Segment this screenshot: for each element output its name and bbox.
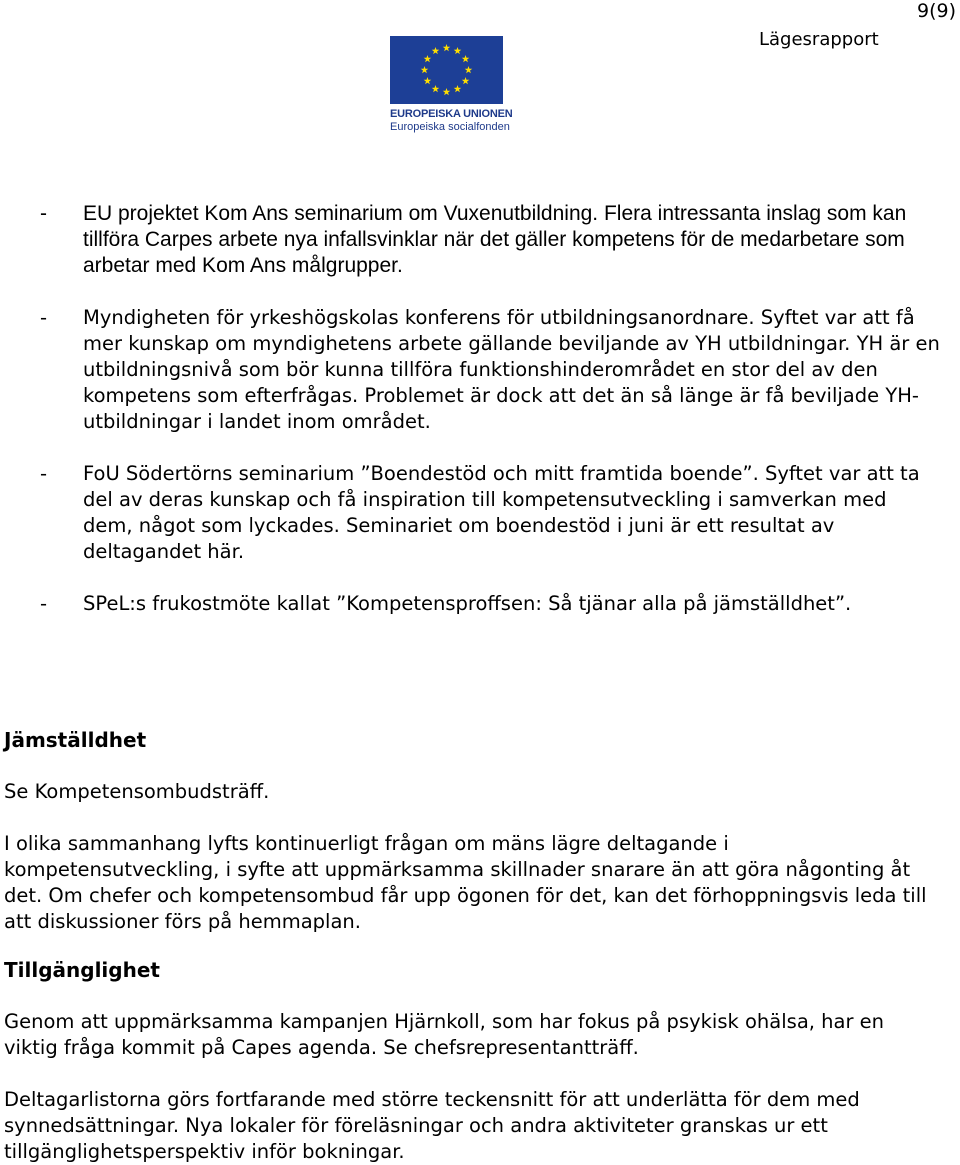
- bullet-dash: -: [40, 462, 48, 485]
- bullet-dash: -: [40, 592, 48, 615]
- paragraph: Se Kompetensombudsträff.: [4, 780, 270, 803]
- bullet-text: EU projektet Kom Ans seminarium om Vuxenutbildning. Flera intressanta inslag som kan tillföra Carpes arbete nya infallsvinklar när det gäller kompetens för de medarbetare som arbetar med Kom Ans målgrupper.: [83, 202, 907, 277]
- eu-logo: [390, 36, 513, 134]
- bullet-dash: -: [40, 306, 48, 329]
- bullet-text: SPeL:s frukostmöte kallat ”Kompetensproffsen: Så tjänar alla på jämställdhet”.: [83, 592, 852, 615]
- paragraph: Deltagarlistorna görs fortfarande med större teckensnitt för att underlätta för dem med synnedsättningar. Nya lokaler för föreläsningar och andra aktiviteter granskas ur ett tillgänglighetsperspektiv inför bokningar.: [4, 1088, 860, 1163]
- page-number: 9(9): [916, 0, 956, 22]
- eu-logo-line2: Europeiska socialfonden: [390, 121, 510, 133]
- report-title: Lägesrapport: [759, 29, 879, 50]
- bullet-dash: -: [40, 202, 47, 225]
- bullet-item: [40, 305, 940, 435]
- bullet-text: Myndigheten för yrkeshögskolas konferens för utbildningsanordnare. Syftet var att få mer kunskap om myndighetens arbete gällande beviljande av YH utbildningar. YH är en utbildningsnivå som bör kunna tillföra funktionshinderområdet en stor del av den kompetens som efterfrågas. Problemet är dock att det än så länge är få beviljade YH-utbildningar i landet inom området.: [83, 306, 940, 433]
- section-jamstalldhet: [4, 727, 934, 935]
- section-heading: Tillgänglighet: [4, 958, 160, 982]
- section-heading: Jämställdhet: [4, 728, 147, 752]
- paragraph: I olika sammanhang lyfts kontinuerligt frågan om mäns lägre deltagande i kompetensutveckling, i syfte att uppmärksamma skillnader snarare än att göra någonting åt det. Om chefer och kompetensombud får upp ögonen för det, kan det förhoppningsvis leda till att diskussioner förs på hemmaplan.: [4, 832, 927, 933]
- bullet-item: [40, 201, 940, 279]
- bullet-text: FoU Södertörns seminarium ”Boendestöd och mitt framtida boende”. Syftet var att ta del av deras kunskap och få inspiration till kompetensutveckling i samverkan med dem, något som lyckades. Seminariet om boendestöd i juni är ett resultat av deltagandet här.: [83, 462, 920, 563]
- bullet-list: [40, 201, 940, 617]
- bullet-item: [40, 591, 940, 617]
- section-tillganglighet: [4, 957, 934, 1165]
- eu-flag-icon: [390, 36, 503, 104]
- bullet-item: [40, 461, 940, 565]
- eu-logo-line1: EUROPEISKA UNIONEN: [390, 108, 513, 120]
- paragraph: Genom att uppmärksamma kampanjen Hjärnkoll, som har fokus på psykisk ohälsa, har en viktig fråga kommit på Capes agenda. Se chefsrepresentantträff.: [4, 1010, 885, 1059]
